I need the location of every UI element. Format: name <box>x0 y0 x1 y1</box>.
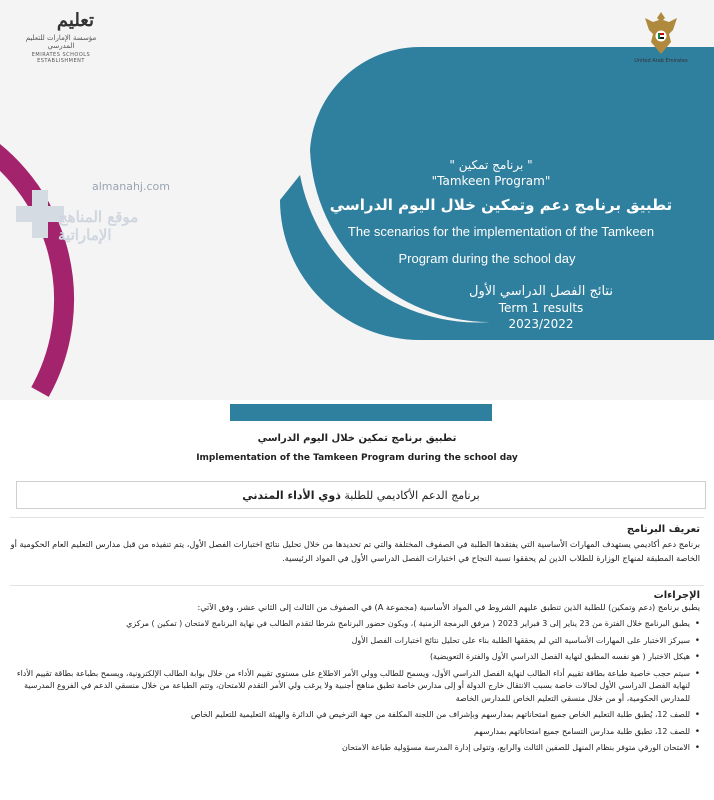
uae-emblem <box>626 10 696 64</box>
term-arabic: نتائج الفصل الدراسي الأول <box>469 284 613 299</box>
watermark-arabic: موقع المناهج الإماراتية <box>58 208 139 244</box>
procedures-section <box>10 585 704 759</box>
ese-logo <box>24 10 98 64</box>
list-item: • الامتحان الورقي متوفر بنظام المنهل للصفين الثالث والرابع، وتتولى إدارة المدرسة مسؤولية طباعة الامتحان <box>10 742 704 755</box>
list-item: • للصف 12، يُطبق طلبة التعليم الخاص جميع امتحاناتهم بمدارسهم وبإشراف من اللجنة المكلفة من جهة الترخيص في الدائرة والهيئة التعليمية للتعليم الخاص <box>10 709 704 722</box>
term-english: Term 1 results <box>498 301 584 315</box>
cover-text-block <box>296 158 706 331</box>
definition-body: برنامج دعم أكاديمي يستهدف المهارات الأساسية التي يفتقدها الطلبة في الصفوف المختلفة والتي تم تحديدها من خلال تحليل نتائج اختبارات الفصل الأول، يتم تنفيذه من قبل مدارس التعليم العام الحكومية أو الخاصة المطبقة لمنهاج الوزارة للطلاب الذين لم يحققوا نسبة النجاح في اختبارات الفصل الدراسي الأول في المواد الرئيسية. <box>10 539 700 563</box>
falcon-emblem-icon <box>642 10 680 56</box>
list-item: • سيركز الاختبار على المهارات الأساسية التي لم يحققها الطلبة بناء على تحليل نتائج اختبارات الفصل الأول <box>10 635 704 648</box>
uae-caption: United Arab Emirates <box>634 58 688 64</box>
list-item: • هيكل الاختبار ( هو نفسه المطبق لنهاية الفصل الدراسي الأول والفترة التعويضية) <box>10 651 704 664</box>
program-name-box <box>16 481 706 509</box>
cover-title-english-line2: Program during the school day <box>398 251 576 266</box>
procedures-list <box>10 618 704 755</box>
list-item: • للصف 12، تطبق طلبة مدارس التسامح جميع امتحاناتهم بمدارسهم <box>10 726 704 739</box>
ese-logo-english: EMIRATES SCHOOLS ESTABLISHMENT <box>31 52 91 64</box>
list-item: • يطبق البرنامج خلال الفترة من 23 يناير إلى 3 فبراير 2023 ( مرفق البرمجة الزمنية )، ويكون حضور البرنامج شرطا لتقدم الطالب في نهاية البرنامج لامتحان ( تمكين ) مركزي <box>10 618 704 631</box>
definition-section <box>10 517 704 565</box>
program-box-prefix: برنامج الدعم الأكاديمي للطلبة <box>344 488 480 502</box>
program-label-english: "Tamkeen Program" <box>431 174 551 188</box>
header-color-bar <box>230 404 492 421</box>
ese-logo-arabic: تعليم <box>56 10 94 31</box>
procedures-intro: يطبق برنامج (دعم وتمكين) للطلبة الذين تنطبق عليهم الشروط في المواد الأساسية (مجموعة A) في الصفوف من الثالث إلى الثاني عشر، وفق الآتي: <box>197 602 700 612</box>
list-item: • سيتم حجب خاصية طباعة بطاقة تقييم أداء الطالب لنهاية الفصل الدراسي الأول، ويسمح للطالب وولي الأمر الاطلاع على مستوى تقييم الأداء من خلال بوابة الطالب الإلكترونية، ويسمح بطباعة بطاقة تقييم الأداء لنهاية الفصل الدراسي الأول لحالات خاصة بسبب الانتقال خارج الدولة أو إلى مدارس خاصة تطبق مناهج أجنبية ولا يرغب ولي الأمر التقدم للامتحان، وتتم الطباعة من خلال منسقي الدعم في الفروع المدرسية للمدارس الحكومية، أو من خلال منسقي التعليم الخاص للمدارس الخاصة <box>10 668 704 706</box>
academic-year: 2023/2022 <box>508 317 574 331</box>
cover-title-english-line1: The scenarios for the implementation of the Tamkeen <box>347 224 655 239</box>
doc-title-english: Implementation of the Tamkeen Program during the school day <box>196 453 518 463</box>
program-label-arabic: " برنامج تمكين " <box>449 158 533 172</box>
cover-title-arabic: تطبيق برنامج دعم وتمكين خلال اليوم الدراسي <box>329 196 673 214</box>
almanahj-watermark <box>0 178 175 258</box>
doc-title-arabic: تطبيق برنامج تمكين خلال اليوم الدراسي <box>257 433 457 444</box>
ese-logo-arabic-small: مؤسسة الإمارات للتعليم المدرسي <box>25 34 97 50</box>
procedures-heading: الإجراءات <box>653 590 700 601</box>
definition-heading: تعريف البرنامج <box>626 524 700 535</box>
magenta-ring <box>0 130 64 392</box>
watermark-url: almanahj.com <box>92 180 170 193</box>
program-box-bold: ذوي الأداء المتدني <box>242 488 341 502</box>
